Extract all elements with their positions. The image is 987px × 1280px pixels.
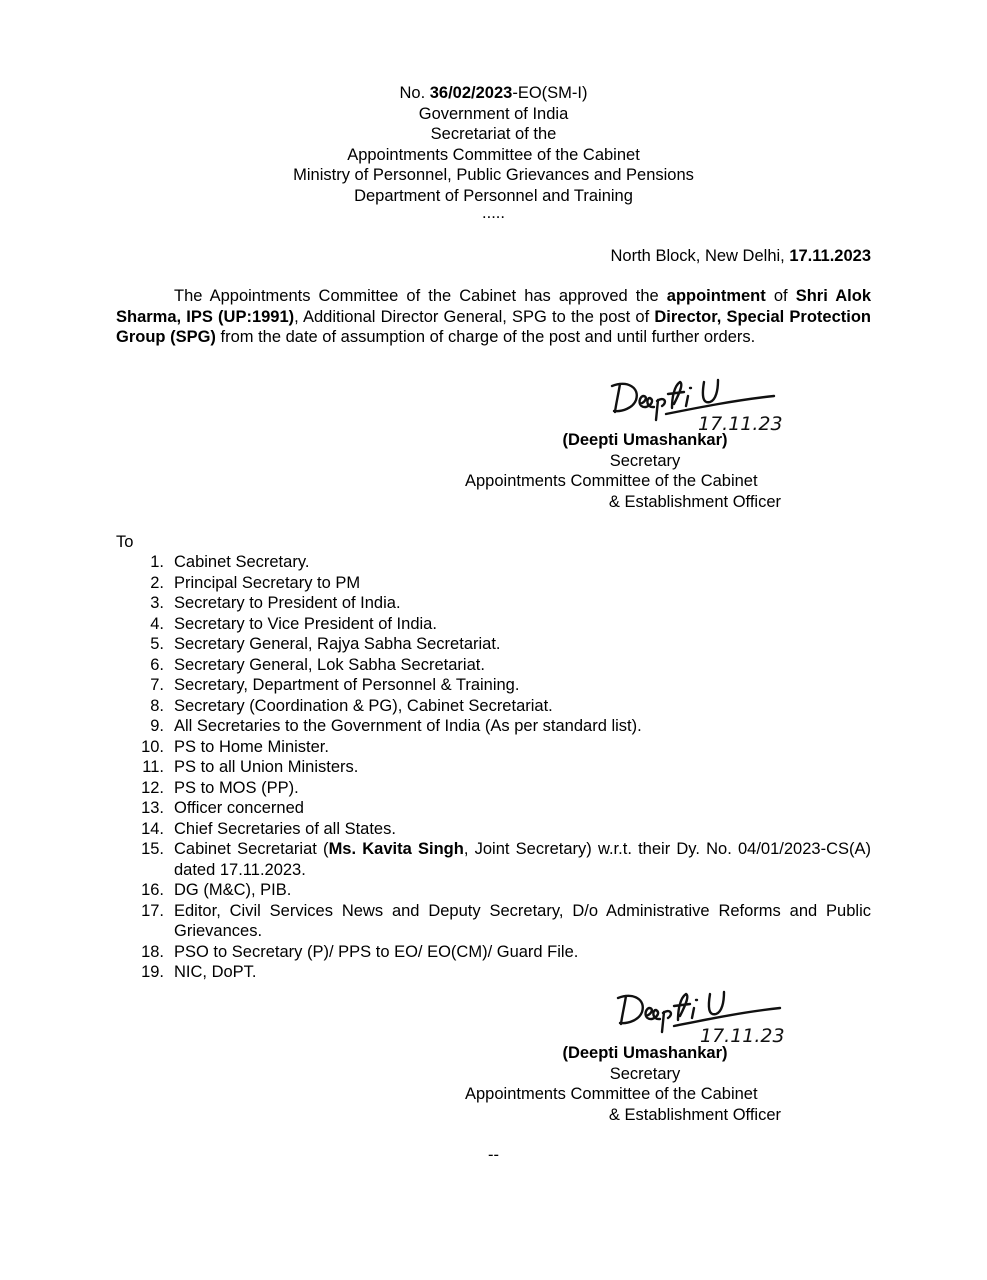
signatory-2 (465, 1043, 785, 1125)
handwritten-signature-1 (606, 374, 796, 436)
order-paragraph: The Appointments Committee of the Cabinet has approved the appointment of Shri Alok Sharma, IPS (UP:1991), Additional Director General, SPG to the post of Director, Special Protection Group (SPG) from the date of assumption of charge of the post and until further orders. (116, 287, 871, 346)
end-mark: -- (488, 1146, 499, 1164)
distribution-item (116, 757, 871, 778)
header-department: Department of Personnel and Training (354, 186, 633, 205)
distribution-item-number: 10. (141, 737, 164, 756)
distribution-item (116, 942, 871, 963)
distribution-item-number: 17. (141, 901, 164, 920)
distribution-item-text: NIC, DoPT. (174, 963, 257, 981)
handwritten-date-1: 17.11.23 (698, 413, 783, 435)
distribution-item-text: DG (M&C), PIB. (174, 881, 292, 899)
signatory-designation-2: Secretary (609, 1064, 681, 1083)
handwritten-signature-2 (612, 984, 802, 1046)
distribution-item-text: Chief Secretaries of all States. (174, 819, 396, 838)
signatory-office-2: Appointments Committee of the Cabinet (465, 1085, 758, 1103)
distribution-item (116, 716, 871, 737)
appointed-post: Director, Special Protection Group (SPG) (116, 307, 871, 346)
letter-header (0, 83, 987, 227)
named-officer: Ms. Kavita Singh (328, 840, 464, 858)
distribution-item-text: PSO to Secretary (P)/ PPS to EO/ EO(CM)/ Guard File. (174, 942, 579, 961)
distribution-item-number: 4. (150, 614, 164, 633)
distribution-item-text: Secretary to President of India. (174, 594, 401, 612)
distribution-item (116, 839, 871, 880)
distribution-item (116, 573, 871, 594)
distribution-item-number: 12. (141, 778, 164, 797)
header-secretariat: Secretariat of the (430, 125, 557, 143)
distribution-item-number: 1. (150, 553, 164, 571)
signatory-office-line2-2: & Establishment Officer (608, 1105, 781, 1124)
signatory-designation-1: Secretary (609, 451, 681, 470)
distribution-item-number: 18. (141, 942, 164, 961)
to-label: To (116, 533, 134, 551)
distribution-item (116, 614, 871, 635)
appointee-name: Shri Alok Sharma, IPS (UP:1991) (116, 287, 871, 326)
distribution-item-text: Secretary, Department of Personnel & Training. (174, 676, 520, 694)
distribution-item-text: PS to Home Minister. (174, 737, 329, 756)
distribution-item (116, 675, 871, 696)
distribution-item (116, 880, 871, 901)
distribution-item-text: Officer concerned (174, 799, 304, 817)
distribution-item-number: 8. (150, 696, 164, 715)
reference-number-bold: 36/02/2023 (429, 84, 513, 102)
distribution-item (116, 901, 871, 942)
distribution-item (116, 634, 871, 655)
distribution-item-number: 13. (141, 799, 164, 817)
issue-date: 17.11.2023 (789, 247, 871, 265)
distribution-item-text: Secretary General, Rajya Sabha Secretariat. (174, 635, 501, 653)
distribution-item-number: 3. (150, 594, 164, 612)
header-dots: ..... (482, 204, 505, 222)
distribution-item-text: Secretary to Vice President of India. (174, 614, 437, 633)
signatory-name-1: (Deepti Umashankar) (562, 431, 728, 449)
distribution-item-text: PS to MOS (PP). (174, 778, 299, 797)
distribution-item (116, 962, 871, 983)
reference-number: No. 36/02/2023-EO(SM-I) (399, 84, 588, 102)
distribution-item-number: 15. (141, 840, 164, 858)
distribution-list (116, 552, 871, 983)
header-government: Government of India (418, 104, 569, 123)
distribution-item-text: All Secretaries to the Government of India (As per standard list). (174, 717, 642, 735)
distribution-item-number: 2. (150, 573, 164, 592)
distribution-item (116, 655, 871, 676)
distribution-item (116, 696, 871, 717)
distribution-item-text: Cabinet Secretariat (Ms. Kavita Singh, Joint Secretary) w.r.t. their Dy. No. 04/01/2023-CS(A) dated 17.11.2023. (174, 840, 871, 879)
distribution-item-text: Cabinet Secretary. (174, 553, 310, 571)
distribution-item-number: 9. (150, 717, 164, 735)
distribution-item-text: Secretary (Coordination & PG), Cabinet Secretariat. (174, 696, 553, 715)
signatory-1 (465, 430, 785, 512)
signatory-name-2: (Deepti Umashankar) (562, 1044, 728, 1062)
distribution-item-text: Editor, Civil Services News and Deputy Secretary, D/o Administrative Reforms and Public Grievances. (174, 901, 871, 940)
distribution-item-number: 6. (150, 655, 164, 674)
distribution-item-number: 14. (141, 819, 164, 838)
signatory-office-line2-1: & Establishment Officer (608, 492, 781, 511)
distribution-item (116, 737, 871, 758)
dateline: North Block, New Delhi, 17.11.2023 (610, 247, 871, 265)
distribution-item-number: 19. (141, 963, 164, 981)
distribution-item-number: 5. (150, 635, 164, 653)
signatory-office-1: Appointments Committee of the Cabinet (465, 472, 758, 490)
header-ministry: Ministry of Personnel, Public Grievances and Pensions (293, 166, 694, 184)
distribution-item (116, 593, 871, 614)
handwritten-date-2: 17.11.23 (700, 1025, 785, 1046)
distribution-item-text: Principal Secretary to PM (174, 573, 361, 592)
distribution-item (116, 778, 871, 799)
distribution-item-number: 16. (141, 881, 164, 899)
distribution-item-number: 7. (150, 676, 164, 694)
distribution-item (116, 798, 871, 819)
distribution-item (116, 552, 871, 573)
distribution-item-number: 11. (142, 758, 164, 776)
distribution-item-text: PS to all Union Ministers. (174, 758, 359, 776)
distribution-item-text: Secretary General, Lok Sabha Secretariat. (174, 655, 485, 674)
header-committee: Appointments Committee of the Cabinet (347, 145, 640, 164)
distribution-item (116, 819, 871, 840)
